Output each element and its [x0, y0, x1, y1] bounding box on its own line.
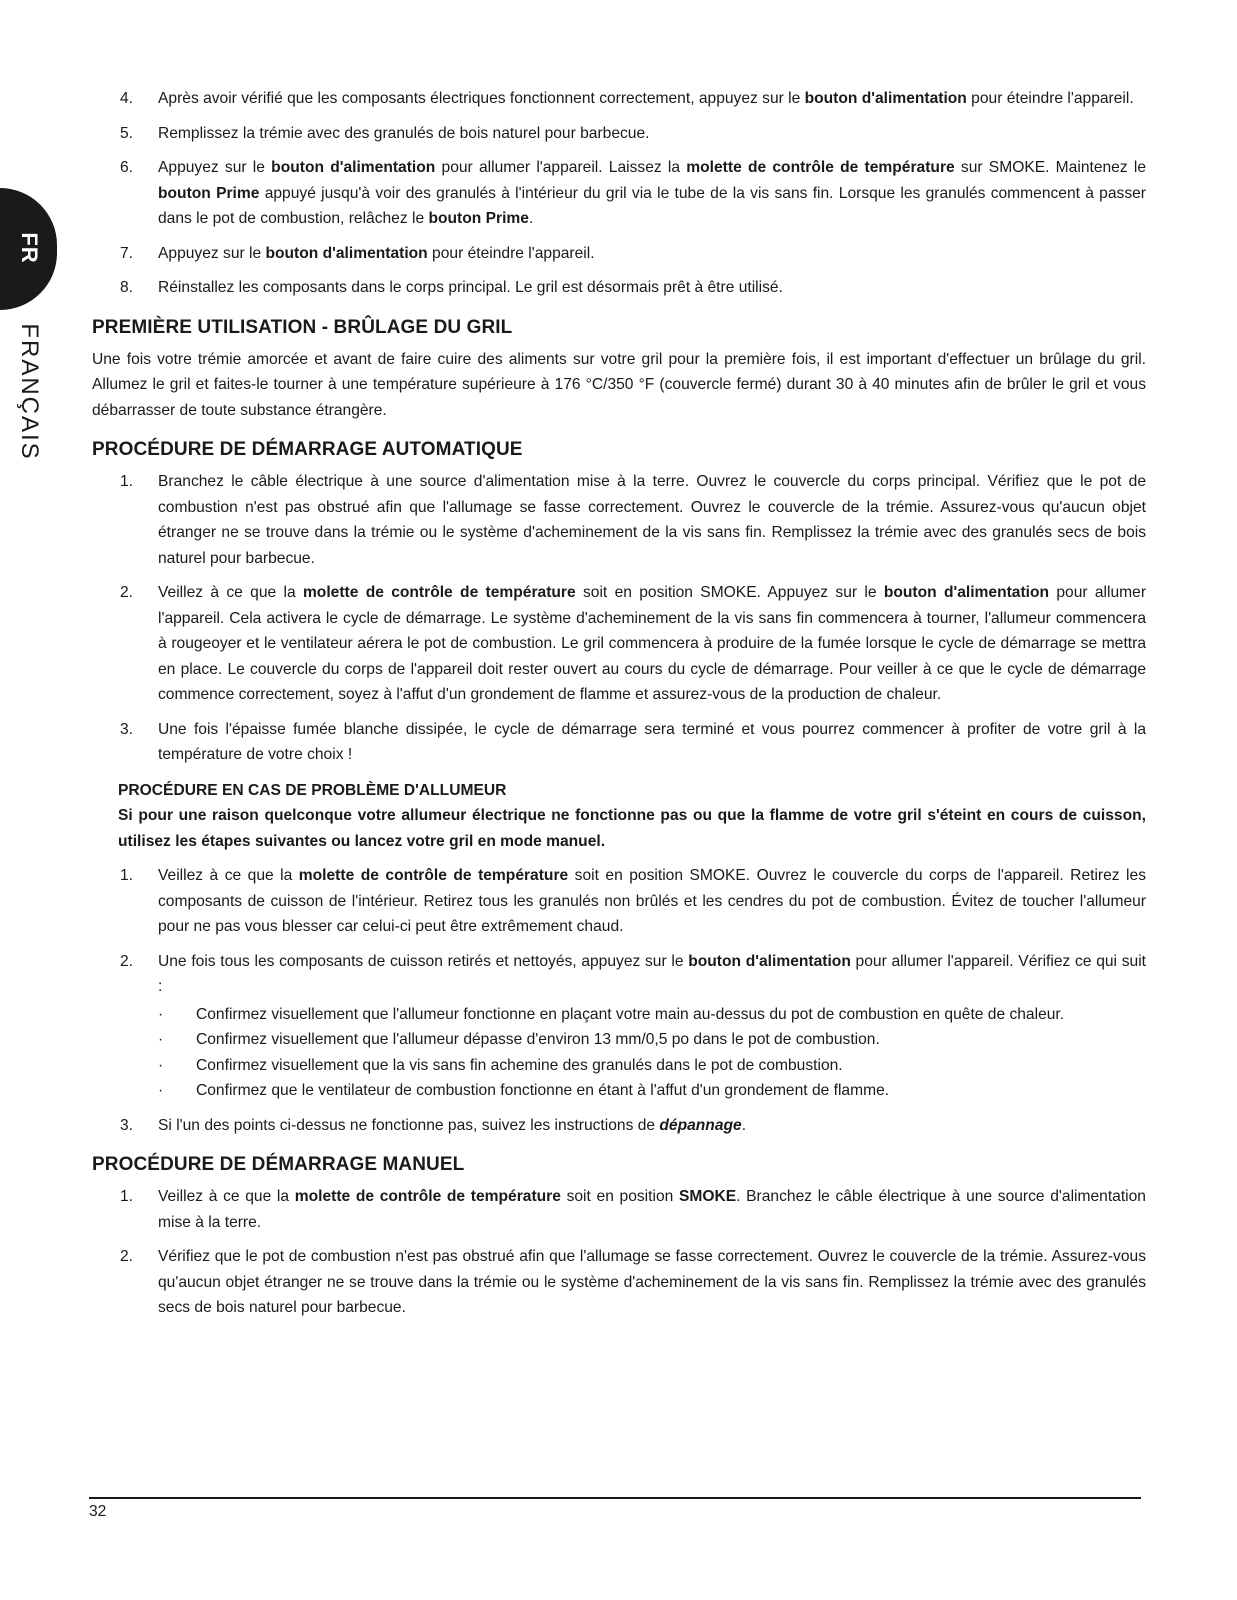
list-item: 3. Une fois l'épaisse fumée blanche dissipée, le cycle de démarrage sera terminé et vous pourrez commencer à profiter de votre gril à la température de votre choix !	[120, 720, 1146, 763]
troubleshooting-reference: dépannage	[659, 1116, 742, 1134]
section-title-first-use: PREMIÈRE UTILISATION - BRÛLAGE DU GRIL	[92, 316, 513, 338]
steps-list-continued	[92, 86, 1146, 301]
list-item: 1. Veillez à ce que la molette de contrôle de température soit en position SMOKE. Ouvrez le couvercle du corps de l'appareil. Retirez les composants de cuisson de l'intérieur. Retirez tous les granulés non brûlés et les cendres du pot de combustion. Évitez de toucher l'allumeur pour ne pas vous blesser car celui-ci peut être extrêmement chaud.	[120, 867, 1146, 935]
igniter-steps	[92, 863, 1146, 1138]
list-item: 1. Branchez le câble électrique à une source d'alimentation mise à la terre. Ouvrez le couvercle du corps principal. Vérifiez que le pot de combustion n'est pas obstrué afin que l'allumage se fasse correctement. Ouvrez le couvercle de la trémie. Assurez-vous qu'aucun objet étranger ne se trouve dans la trémie ou le système d'acheminement de la vis sans fin. Remplissez la trémie avec des granulés secs de bois naturel pour barbecue.	[120, 473, 1146, 567]
section-title-auto-start: PROCÉDURE DE DÉMARRAGE AUTOMATIQUE	[92, 439, 523, 460]
list-item: 1. Veillez à ce que la molette de contrôle de température soit en position SMOKE. Branchez le câble électrique à une source d'alimentation mise à la terre.	[120, 1188, 1146, 1231]
auto-start-steps	[92, 469, 1146, 768]
list-item: 2. Veillez à ce que la molette de contrôle de température soit en position SMOKE. Appuyez sur le bouton d'alimentation pour allumer l'appareil. Cela activera le cycle de démarrage. Le système d'acheminement de la vis sans fin commencera à tourner, l'allumeur commencera à rougeoyer et le ventilateur aérera le pot de combustion. Le gril commencera à produire de la fumée lorsque le cycle de démarrage se mettra en place. Le couvercle du corps de l'appareil doit rester ouvert au cours du cycle de démarrage. Pour veiller à ce que le cycle de démarrage commence correctement, soyez à l'affut d'un grondement de flamme et assurez-vous de la production de chaleur.	[120, 584, 1147, 703]
igniter-intro: Si pour une raison quelconque votre allumeur électrique ne fonctionne pas ou que la flamme de votre gril s'éteint en cours de cuisson, utilisez les étapes suivantes ou lancez votre gril en mode manuel.	[118, 807, 1146, 850]
language-code: FR	[17, 232, 42, 264]
list-item: 6. Appuyez sur le bouton d'alimentation pour allumer l'appareil. Laissez la molette de contrôle de température sur SMOKE. Maintenez le bouton Prime appuyé jusqu'à voir des granulés à l'intérieur du gril via le tube de la vis sans fin. Lorsque les granulés commencent à passer dans le pot de combustion, relâchez le bouton Prime.	[120, 159, 1146, 227]
list-item: 2. Une fois tous les composants de cuisson retirés et nettoyés, appuyez sur le bouton d'alimentation pour allumer l'appareil. Vérifiez ce qui suit : · Confirmez visuellement que l'allumeur fonctionne en plaçant votre main au-dessus du pot de combustion en quête de chaleur. · Confirmez visuellement que l'allumeur dépasse d'environ 13 mm/0,5 po dans le pot de combustion. · Confirmez visuellement que la vis sans fin achemine des granulés dans le pot de combustion. · Confirmez que le ventilateur de combustion fonctionne en étant à l'affut d'un grondement de flamme.	[92, 949, 1146, 1104]
check-bullets	[158, 1002, 1146, 1104]
section-title-manual-start: PROCÉDURE DE DÉMARRAGE MANUEL	[92, 1154, 465, 1175]
section-body-first-use: Une fois votre trémie amorcée et avant de faire cuire des aliments sur votre gril pour la première fois, il est important d'effectuer un brûlage du gril. Allumez le gril et faites-le tourner à une température supérieure à 176 °C/350 °F (couvercle fermé) durant 30 à 40 minutes afin de brûler le gril et vous débarrasser de toute substance étrangère.	[92, 350, 1146, 419]
list-item: 8. Réinstallez les composants dans le corps principal. Le gril est désormais prêt à être utilisé.	[120, 279, 783, 296]
list-item: 5. Remplissez la trémie avec des granulés de bois naturel pour barbecue.	[120, 124, 650, 142]
bullet-item: · Confirmez visuellement que la vis sans fin achemine des granulés dans le pot de combustion.	[158, 1056, 843, 1074]
manual-start-steps	[92, 1184, 1146, 1321]
bullet-item: · Confirmez visuellement que l'allumeur dépasse d'environ 13 mm/0,5 po dans le pot de combustion.	[158, 1031, 880, 1048]
list-item: 4. Après avoir vérifié que les composants électriques fonctionnent correctement, appuyez sur le bouton d'alimentation pour éteindre l'appareil.	[120, 90, 1134, 107]
bullet-item: · Confirmez que le ventilateur de combustion fonctionne en étant à l'affut d'un grondement de flamme.	[158, 1082, 890, 1099]
list-item: 2. Vérifiez que le pot de combustion n'est pas obstrué afin que l'allumage se fasse correctement. Ouvrez le couvercle de la trémie. Assurez-vous qu'aucun objet étranger ne se trouve dans la trémie ou le système d'acheminement de la vis sans fin. Remplissez la trémie avec des granulés secs de bois naturel pour barbecue.	[120, 1248, 1146, 1316]
page-number: 32	[89, 1503, 107, 1520]
list-item: 7. Appuyez sur le bouton d'alimentation pour éteindre l'appareil.	[120, 244, 595, 262]
subsection-title-igniter: PROCÉDURE EN CAS DE PROBLÈME D'ALLUMEUR	[118, 781, 507, 799]
list-item: 3. Si l'un des points ci-dessus ne fonctionne pas, suivez les instructions de dépannage.	[120, 1116, 747, 1134]
language-label: FRANÇAIS	[16, 323, 43, 461]
bullet-item: · Confirmez visuellement que l'allumeur fonctionne en plaçant votre main au-dessus du pot de combustion en quête de chaleur.	[158, 1005, 1065, 1023]
footer-divider	[89, 1497, 1141, 1499]
page-content	[92, 86, 1146, 1330]
